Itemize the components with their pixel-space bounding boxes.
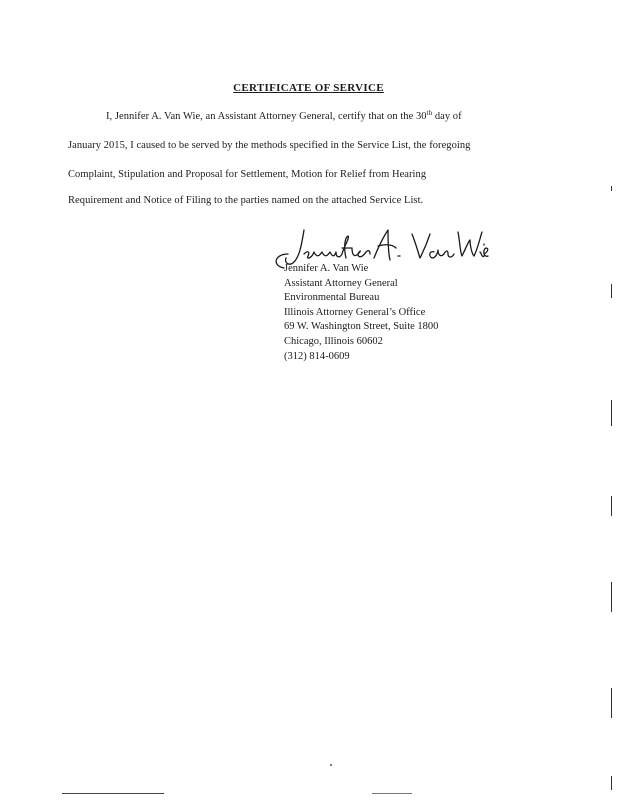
scan-speck	[330, 764, 332, 766]
ordinal-suffix: th	[426, 109, 433, 117]
body-line-3: Complaint, Stipulation and Proposal for Settlement, Motion for Relief from Hearing	[68, 169, 427, 180]
signer-bureau: Environmental Bureau	[284, 292, 380, 304]
signer-street: 69 W. Washington Street, Suite 1800	[284, 321, 439, 333]
scan-edge-mark	[611, 776, 612, 790]
scan-edge-mark	[611, 284, 612, 298]
body-line-2: January 2015, I caused to be served by the methods specified in the Service List, the foregoing	[68, 140, 471, 151]
body-line-1-text: I, Jennifer A. Van Wie, an Assistant Attorney General, certify that on the 30	[106, 111, 427, 122]
signer-name: Jennifer A. Van Wie	[284, 263, 369, 274]
signer-phone: (312) 814-0609	[284, 350, 350, 362]
scan-edge-mark	[611, 582, 612, 612]
signer-city: Chicago, Illinois 60602	[284, 335, 383, 347]
signer-office: Illinois Attorney General’s Office	[284, 306, 426, 318]
body-line-4: Requirement and Notice of Filing to the parties named on the attached Service List.	[68, 195, 424, 206]
certificate-title: CERTIFICATE OF SERVICE	[233, 82, 384, 94]
signer-title: Assistant Attorney General	[284, 277, 398, 289]
signature-block	[284, 262, 438, 364]
body-line-1-end: day of	[432, 111, 462, 122]
bottom-scan-rule	[62, 793, 164, 794]
scan-edge-mark	[611, 186, 612, 191]
scan-edge-mark	[611, 400, 612, 426]
scan-edge-mark	[611, 496, 612, 516]
scan-edge-mark	[611, 688, 612, 718]
body-line-1	[106, 111, 462, 122]
bottom-scan-rule	[372, 793, 412, 794]
